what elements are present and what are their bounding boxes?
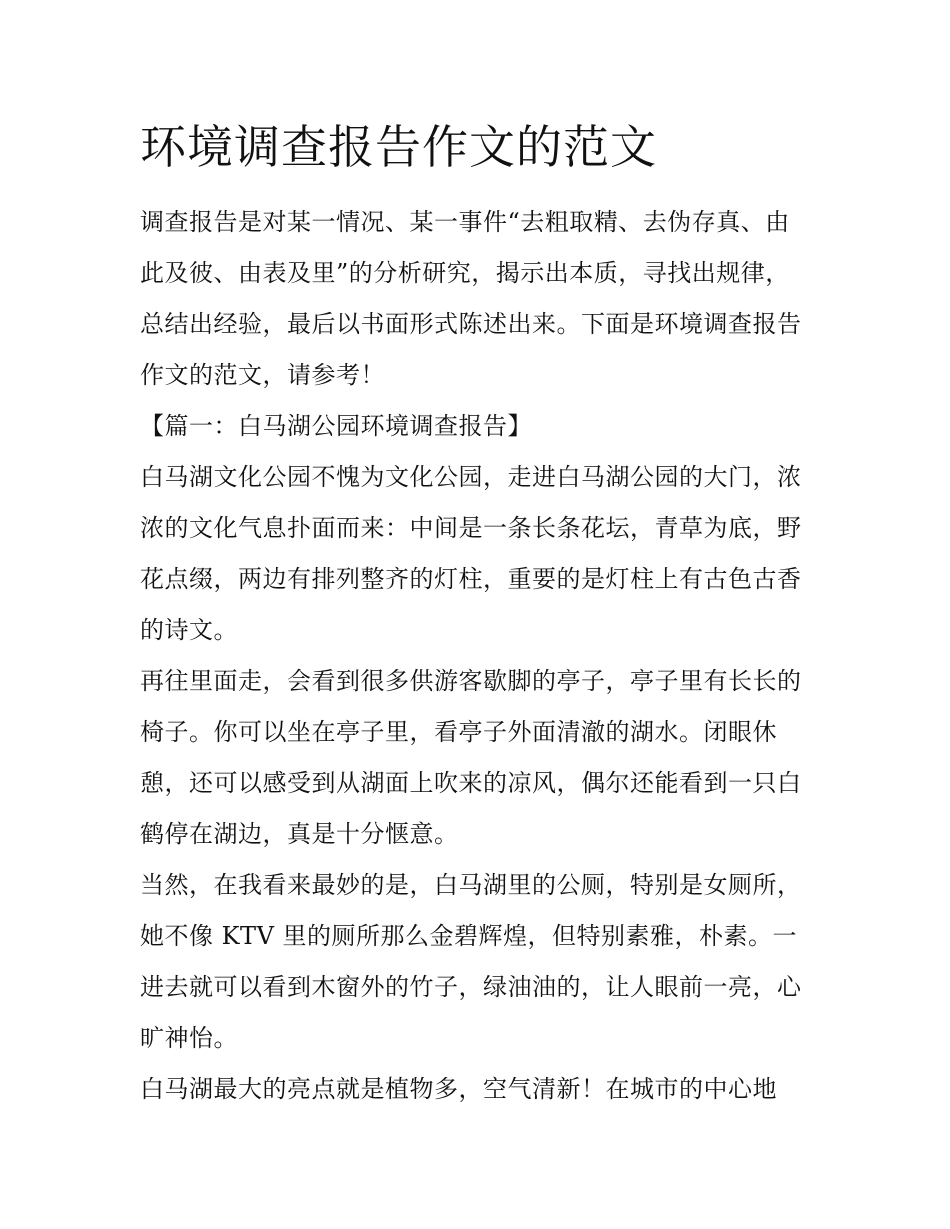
text-line: 白马湖最大的亮点就是植物多，空气清新！在城市的中心地	[140, 1075, 777, 1103]
text-line: 她不像 KTV 里的厕所那么金碧辉煌，但特别素雅，朴素。一	[140, 922, 798, 950]
text-line: 进去就可以看到木窗外的竹子，绿油油的，让人眼前一亮，心	[140, 973, 802, 1001]
text-line: 椅子。你可以坐在亭子里，看亭子外面清澈的湖水。闭眼休	[140, 718, 777, 746]
section-heading: 【篇一：白马湖公园环境调查报告】	[140, 412, 532, 440]
text-line: 再往里面走，会看到很多供游客歇脚的亭子，亭子里有长长的	[140, 667, 802, 695]
document-body	[140, 197, 812, 1115]
text-line: 此及彼、由表及里”的分析研究，揭示出本质，寻找出规律，	[140, 259, 790, 287]
text-line: 白马湖文化公园不愧为文化公园，走进白马湖公园的大门，浓	[140, 463, 802, 491]
document-title: 环境调查报告作文的范文	[140, 120, 657, 174]
text-line: 旷神怡。	[140, 1024, 238, 1052]
text-line: 憩，还可以感受到从湖面上吹来的凉风，偶尔还能看到一只白	[140, 769, 802, 797]
text-line: 作文的范文，请参考！	[140, 361, 385, 389]
text-line: 花点缀，两边有排列整齐的灯柱，重要的是灯柱上有古色古香	[140, 565, 802, 593]
text-line: 鹤停在湖边，真是十分惬意。	[140, 820, 459, 848]
text-line: 总结出经验，最后以书面形式陈述出来。下面是环境调查报告	[140, 310, 802, 338]
text-line: 调查报告是对某一情况、某一事件“去粗取精、去伪存真、由	[140, 208, 790, 236]
text-line: 浓的文化气息扑面而来：中间是一条长条花坛，青草为底，野	[140, 514, 802, 542]
text-line: 当然，在我看来最妙的是，白马湖里的公厕，特别是女厕所，	[140, 871, 802, 899]
text-line: 的诗文。	[140, 616, 238, 644]
